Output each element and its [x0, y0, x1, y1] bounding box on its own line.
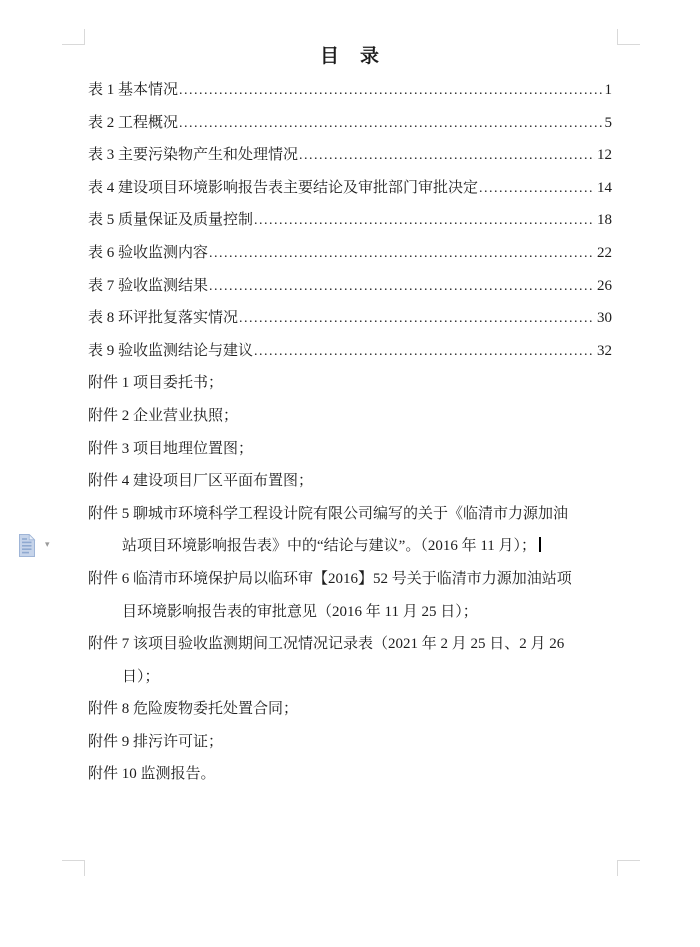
attachment-line — [88, 530, 612, 563]
toc-leader-dots — [254, 204, 595, 238]
caret-down-icon[interactable]: ▾ — [45, 540, 50, 550]
toc-entry-label: 表 8 环评批复落实情况 — [88, 310, 239, 327]
text-boundary-mark-top-left — [62, 29, 85, 45]
attachment-line-text: 附件 1 项目委托书； — [88, 375, 224, 392]
toc-entry-page: 5 — [604, 114, 612, 131]
attachment-line-text: 附件 9 排污许可证； — [88, 733, 224, 750]
toc-entry-label: 表 4 建设项目环境影响报告表主要结论及审批部门审批决定 — [88, 179, 479, 196]
attachment-line-text: 日）； — [122, 668, 160, 685]
attachment-line-text: 目环境影响报告表的审批意见（2016 年 11 月 25 日）； — [122, 603, 478, 620]
document-icon[interactable] — [17, 534, 37, 557]
toc-leader-dots — [239, 302, 595, 336]
toc-entry-label: 表 3 主要污染物产生和处理情况 — [88, 147, 299, 164]
toc-leader-dots — [179, 107, 602, 141]
attachment-line-text: 附件 4 建设项目厂区平面布置图； — [88, 473, 314, 490]
attachment-line — [88, 596, 612, 629]
toc-entry — [88, 107, 612, 140]
attachment-line — [88, 465, 612, 498]
toc-entry — [88, 74, 612, 107]
toc-entry-page: 32 — [597, 342, 612, 359]
attachment-line-text: 附件 2 企业营业执照； — [88, 407, 239, 424]
toc-entry — [88, 172, 612, 205]
attachment-line — [88, 726, 612, 759]
toc-entry-label: 表 2 工程概况 — [88, 114, 179, 131]
attachment-line — [88, 661, 612, 694]
toc-entry-page: 26 — [597, 277, 612, 294]
toc-list — [88, 74, 612, 367]
toc-leader-dots — [254, 335, 595, 369]
margin-widget[interactable] — [17, 534, 50, 557]
toc-entry — [88, 139, 612, 172]
toc-entry — [88, 335, 612, 368]
toc-leader-dots — [479, 172, 595, 206]
attachment-list — [88, 367, 612, 791]
toc-entry-label: 表 9 验收监测结论与建议 — [88, 342, 254, 359]
attachment-line-text: 站项目环境影响报告表》中的“结论与建议”。（2016 年 11 月）； — [122, 538, 537, 555]
toc-entry — [88, 302, 612, 335]
toc-entry — [88, 204, 612, 237]
attachment-line-text: 附件 8 危险废物委托处置合同； — [88, 701, 299, 718]
attachment-line — [88, 498, 612, 531]
page-title: 目 录 — [319, 46, 380, 67]
text-boundary-mark-bottom-right — [617, 860, 640, 876]
toc-leader-dots — [179, 74, 602, 108]
toc-entry-page: 14 — [597, 179, 612, 196]
text-cursor — [539, 537, 541, 552]
toc-entry-label: 表 7 验收监测结果 — [88, 277, 209, 294]
toc-entry-page: 18 — [597, 212, 612, 229]
toc-leader-dots — [299, 139, 595, 173]
attachment-line-text: 附件 3 项目地理位置图； — [88, 440, 254, 457]
text-boundary-mark-top-right — [617, 29, 640, 45]
toc-entry-page: 30 — [597, 310, 612, 327]
attachment-line — [88, 758, 612, 791]
attachment-line — [88, 628, 612, 661]
attachment-line — [88, 400, 612, 433]
toc-content — [88, 42, 612, 791]
attachment-line-text: 附件 7 该项目验收监测期间工况情况记录表（2021 年 2 月 25 日、2 月 26 — [88, 636, 565, 653]
toc-entry-page: 22 — [597, 244, 612, 261]
text-boundary-mark-bottom-left — [62, 860, 85, 876]
toc-entry-page: 1 — [604, 82, 612, 98]
attachment-line-text: 附件 10 监测报告。 — [88, 766, 216, 783]
attachment-line-text: 附件 5 聊城市环境科学工程设计院有限公司编写的关于《临清市力源加油 — [88, 505, 569, 522]
toc-leader-dots — [209, 237, 595, 271]
toc-entry — [88, 237, 612, 270]
attachment-line — [88, 367, 612, 400]
attachment-line-text: 附件 6 临清市环境保护局以临环审【2016】52 号关于临清市力源加油站项 — [88, 570, 572, 587]
toc-entry-label: 表 1 基本情况 — [88, 82, 179, 98]
toc-entry — [88, 270, 612, 303]
toc-entry-page: 12 — [597, 147, 612, 164]
attachment-line — [88, 563, 612, 596]
toc-entry-label: 表 5 质量保证及质量控制 — [88, 212, 254, 229]
toc-leader-dots — [209, 270, 595, 304]
attachment-line — [88, 433, 612, 466]
attachment-line — [88, 693, 612, 726]
toc-entry-label: 表 6 验收监测内容 — [88, 244, 209, 261]
